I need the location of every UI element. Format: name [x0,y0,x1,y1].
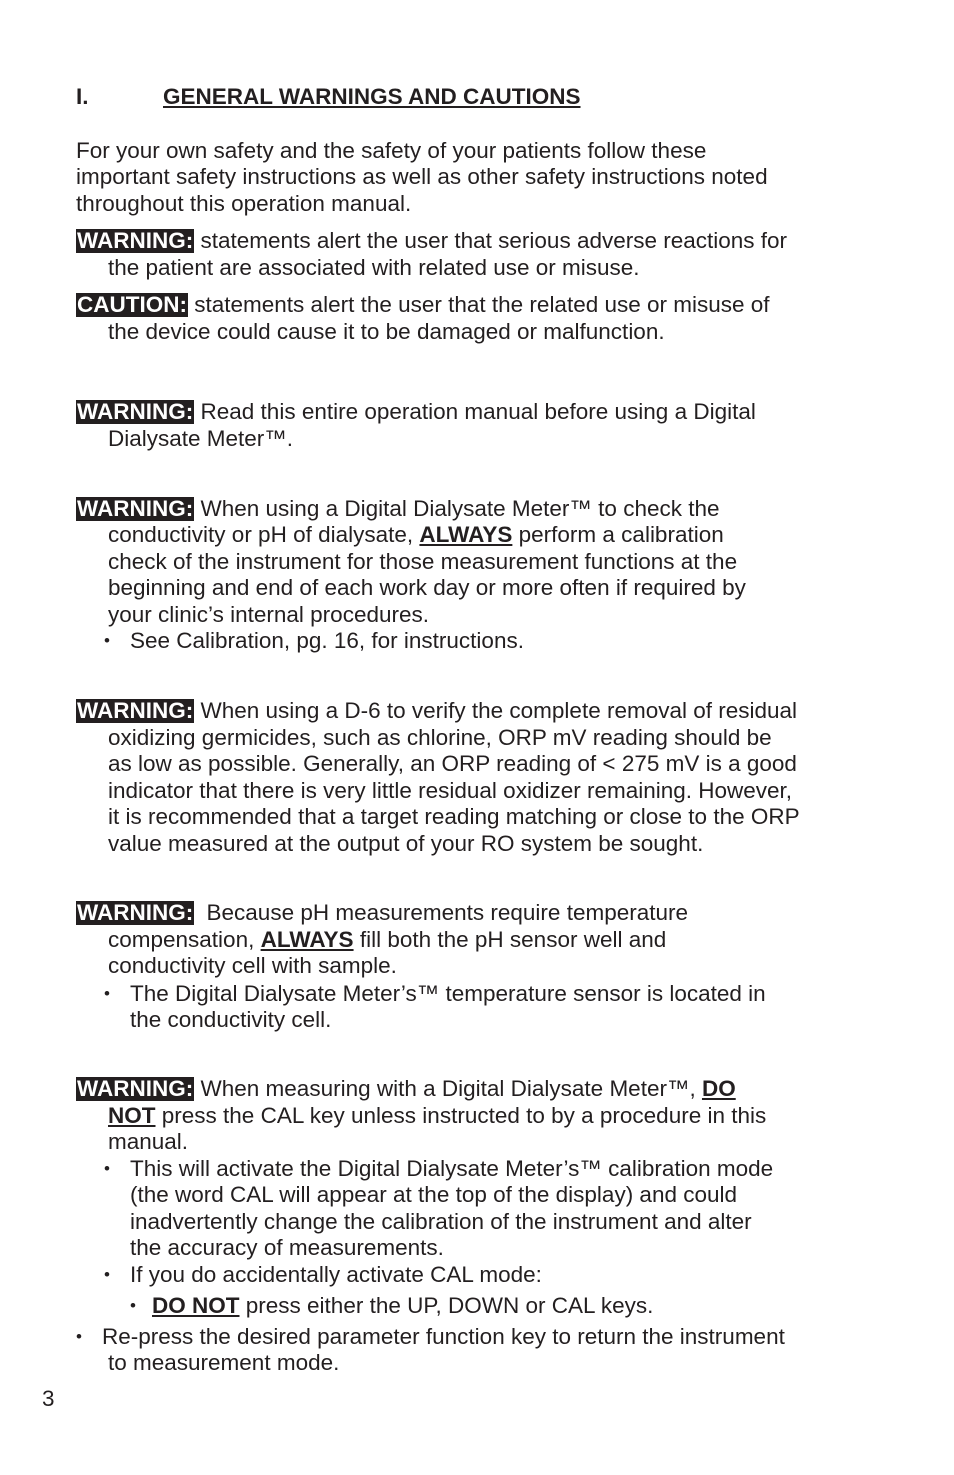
warning-temperature [76,900,688,927]
warning-cal-key [76,1076,736,1103]
warning-text-line [108,522,724,549]
bullet-marker: • [104,1265,110,1284]
bullet-marker: • [76,1327,82,1346]
bullet-marker: • [104,984,110,1003]
warning-text: Because pH measurements require temperature [206,900,689,925]
definition-text: the device could cause it to be damaged or malfunction. [108,319,665,344]
warning-text: press the CAL key unless instructed to by a procedure in this [161,1103,767,1128]
intro-line: throughout this operation manual. [76,191,412,216]
section-heading [76,84,581,111]
definition-text: the patient are associated with related use or misuse. [108,255,640,280]
bullet-text: The Digital Dialysate Meter’s™ temperature sensor is located in [130,981,766,1006]
definition-text: statements alert the user that serious adverse reactions for [200,228,788,253]
warning-text: oxidizing germicides, such as chlorine, ORP mV reading should be [108,725,772,750]
bullet-marker: • [104,1159,110,1178]
emphasis-always: ALWAYS [419,522,513,547]
warning-label: WARNING: [77,496,194,521]
warning-label: WARNING: [77,399,194,424]
bullet-text: See Calibration, pg. 16, for instructions. [130,628,524,653]
warning-text: When using a Digital Dialysate Meter™ to check the [200,496,720,521]
warning-orp [76,698,797,725]
warning-text-line [108,1103,766,1130]
warning-read-manual [76,399,756,426]
warning-text: Dialysate Meter™. [108,426,294,451]
emphasis-do-not: DO NOT [152,1293,240,1318]
warning-text: conductivity cell with sample. [108,953,397,978]
bullet-text: inadvertently change the calibration of the instrument and alter [130,1209,752,1234]
bullet-marker: • [104,631,110,650]
sub-bullet-text [152,1293,653,1320]
bullet-text: (the word CAL will appear at the top of the display) and could [130,1182,738,1207]
bullet-text: the accuracy of measurements. [130,1235,444,1260]
bullet-text: the conductivity cell. [130,1007,332,1032]
caution-label: CAUTION: [77,292,187,317]
warning-text: beginning and end of each work day or more often if required by [108,575,746,600]
warning-calibration [76,496,720,523]
warning-definition [76,228,787,255]
bullet-marker: • [130,1296,136,1315]
section-title: GENERAL WARNINGS AND CAUTIONS [163,84,581,109]
warning-text: manual. [108,1129,189,1154]
warning-text: it is recommended that a target reading matching or close to the ORP [108,804,800,829]
warning-text: When measuring with a Digital Dialysate Meter™, [200,1076,696,1101]
bullet-text: Re-press the desired parameter function key to return the instrument [102,1324,785,1349]
emphasis-not: NOT [108,1103,156,1128]
warning-text: as low as possible. Generally, an ORP reading of < 275 mV is a good [108,751,797,776]
warning-text: your clinic’s internal procedures. [108,602,429,627]
warning-text: Read this entire operation manual before using a Digital [200,399,756,424]
warning-label: WARNING: [77,228,194,253]
warning-label: WARNING: [77,1076,194,1101]
warning-text: check of the instrument for those measurement functions at the [108,549,738,574]
bullet-text: This will activate the Digital Dialysate Meter’s™ calibration mode [130,1156,774,1181]
caution-definition [76,292,770,319]
warning-text-line [108,927,666,954]
sub-bullet-text: press either the UP, DOWN or CAL keys. [245,1293,654,1318]
page-number: 3 [42,1386,55,1411]
bullet-text: to measurement mode. [108,1350,340,1375]
warning-label: WARNING: [77,900,194,925]
emphasis-do: DO [701,1076,736,1101]
section-number: I. [76,84,89,109]
warning-text: compensation, [108,927,255,952]
emphasis-always: ALWAYS [260,927,354,952]
bullet-text: If you do accidentally activate CAL mode: [130,1262,542,1287]
warning-text: When using a D-6 to verify the complete removal of residual [200,698,798,723]
intro-line: For your own safety and the safety of your patients follow these [76,138,707,163]
definition-text: statements alert the user that the related use or misuse of [194,292,770,317]
warning-text: perform a calibration [518,522,724,547]
warning-label: WARNING: [77,698,194,723]
warning-text: value measured at the output of your RO system be sought. [108,831,704,856]
warning-text: fill both the pH sensor well and [359,927,667,952]
warning-text: indicator that there is very little residual oxidizer remaining. However, [108,778,793,803]
intro-line: important safety instructions as well as other safety instructions noted [76,164,768,189]
warning-text: conductivity or pH of dialysate, [108,522,414,547]
